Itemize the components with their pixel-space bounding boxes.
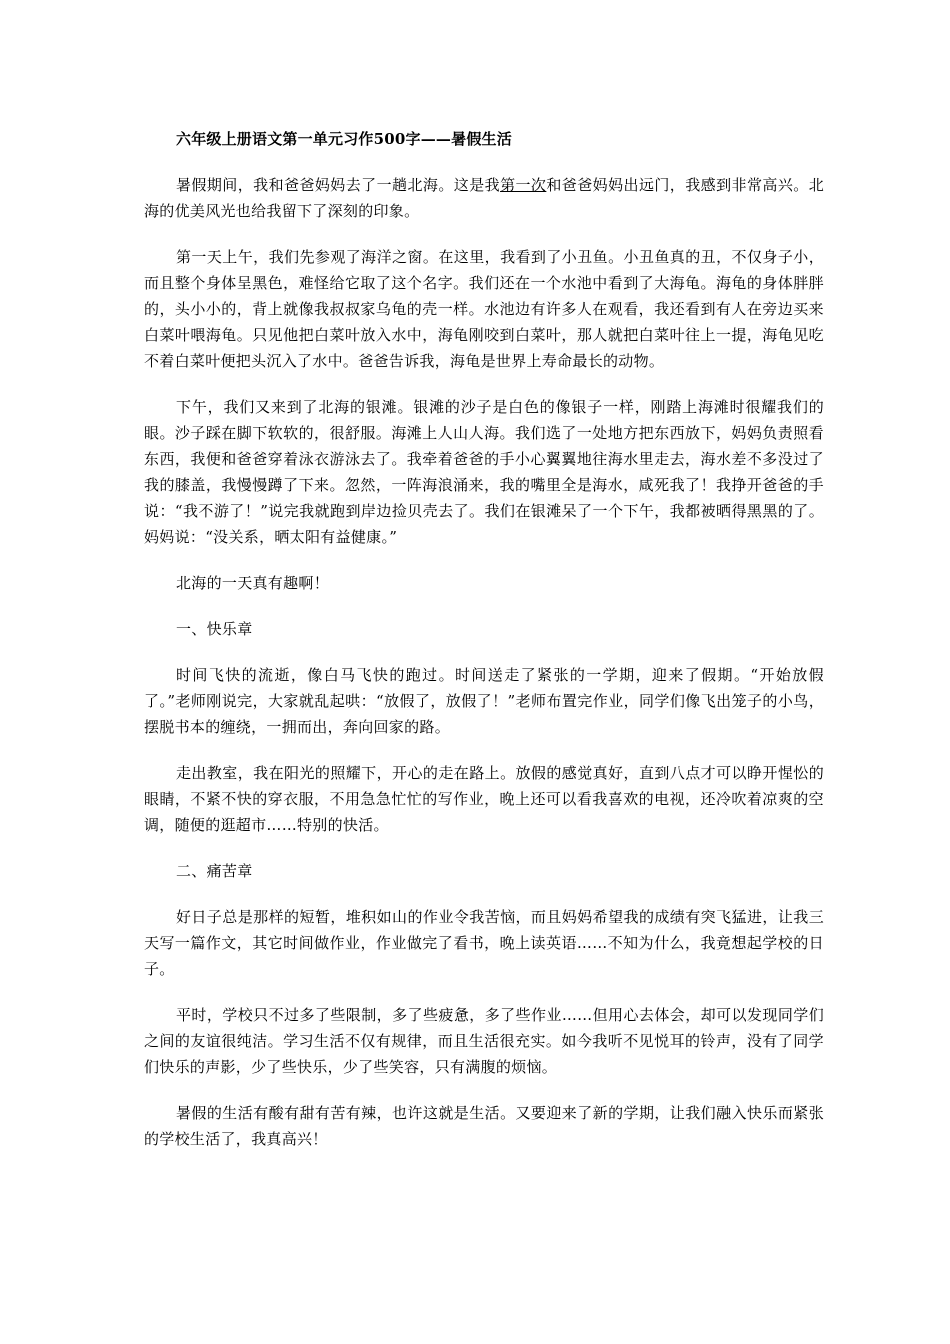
first-time-link[interactable]: 第一次	[500, 176, 547, 194]
paragraph-pain-2: 平时，学校只不过多了些限制，多了些疲惫，多了些作业……但用心去体会，却可以发现同学们之间的友谊很纯洁。学习生活不仅有规律，而且生活很充实。如今我听不见悦耳的铃声，没有了同学们快乐的声影，少了些快乐，少了些笑容，只有满腹的烦恼。	[144, 1006, 824, 1076]
document-page	[144, 112, 824, 1152]
document-title: 六年级上册语文第一单元习作500字——暑假生活	[176, 130, 512, 148]
paragraph-intro-text-b: 和爸爸妈妈出远门，我感到非常高兴。北海的优美风光也给我留下了深刻的印象。	[144, 176, 824, 220]
paragraph-happy-1: 时间飞快的流逝，像白马飞快的跑过。时间送走了紧张的一学期，迎来了假期。“开始放假了。”老师刚说完，大家就乱起哄：“放假了，放假了！”老师布置完作业，同学们像飞出笼子的小鸟，摆脱书本的缠绕，一拥而出，奔向回家的路。	[144, 666, 824, 736]
paragraph-morning: 第一天上午，我们先参观了海洋之窗。在这里，我看到了小丑鱼。小丑鱼真的丑，不仅身子小，而且整个身体呈黑色，难怪给它取了这个名字。我们还在一个水池中看到了大海龟。海龟的身体胖胖的，头小小的，背上就像我叔叔家乌龟的壳一样。水池边有许多人在观看，我还看到有人在旁边买来白菜叶喂海龟。只见他把白菜叶放入水中，海龟刚咬到白菜叶，那人就把白菜叶往上一提，海龟见吃不着白菜叶便把头沉入了水中。爸爸告诉我，海龟是世界上寿命最长的动物。	[144, 248, 824, 370]
paragraph-intro	[144, 172, 824, 224]
paragraph-pain-1: 好日子总是那样的短暂，堆积如山的作业令我苦恼，而且妈妈希望我的成绩有突飞猛进，让我三天写一篇作文，其它时间做作业，作业做完了看书，晚上读英语……不知为什么，我竟想起学校的日子。	[144, 908, 824, 978]
paragraph-conclusion: 北海的一天真有趣啊！	[176, 574, 330, 592]
paragraph-intro-text-a: 暑假期间，我和爸爸妈妈去了一趟北海。这是我	[176, 176, 501, 194]
section-heading-pain: 二、痛苦章	[176, 862, 253, 880]
paragraph-ending: 暑假的生活有酸有甜有苦有辣，也许这就是生活。又要迎来了新的学期，让我们融入快乐而紧张的学校生活了，我真高兴！	[144, 1104, 824, 1148]
paragraph-happy-2: 走出教室，我在阳光的照耀下，开心的走在路上。放假的感觉真好，直到八点才可以睁开惺忪的眼睛，不紧不快的穿衣服，不用急急忙忙的写作业，晚上还可以看我喜欢的电视，还冷吹着凉爽的空调，随便的逛超市……特别的快活。	[144, 764, 824, 834]
section-heading-happy: 一、快乐章	[176, 620, 253, 638]
paragraph-afternoon: 下午，我们又来到了北海的银滩。银滩的沙子是白色的像银子一样，刚踏上海滩时很耀我们的眼。沙子踩在脚下软软的，很舒服。海滩上人山人海。我们选了一处地方把东西放下，妈妈负责照看东西，我便和爸爸穿着泳衣游泳去了。我牵着爸爸的手小心翼翼地往海水里走去，海水差不多没过了我的膝盖，我慢慢蹲了下来。忽然，一阵海浪涌来，我的嘴里全是海水，咸死我了！我挣开爸爸的手说：“我不游了！”说完我就跑到岸边捡贝壳去了。我们在银滩呆了一个下午，我都被晒得黑黑的了。妈妈说：“没关系，晒太阳有益健康。”	[144, 398, 824, 546]
